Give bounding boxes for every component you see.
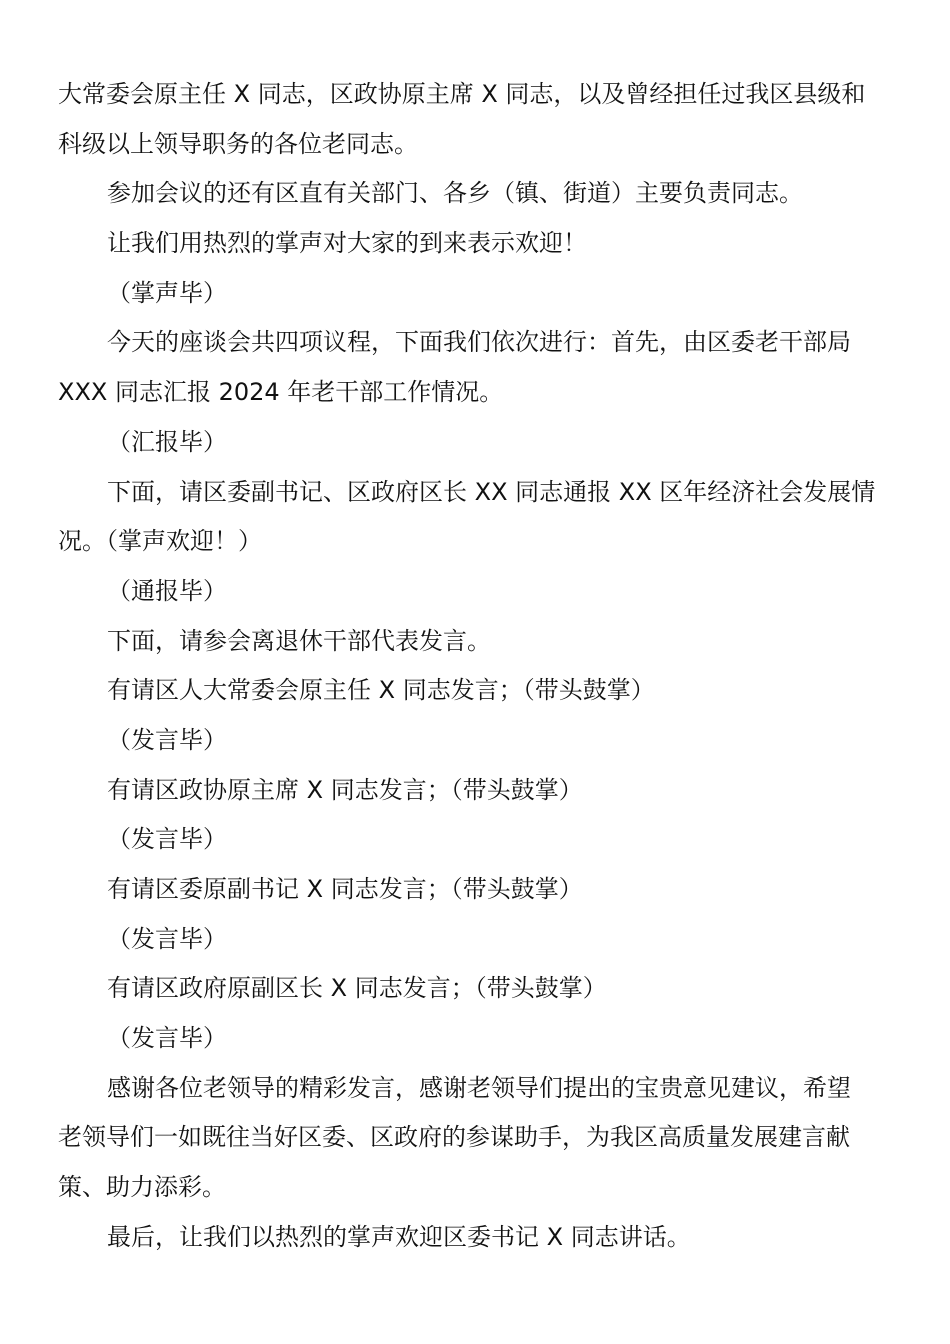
stage-direction: （掌声毕） xyxy=(107,278,227,307)
text-line: 有请区政协原主席 X 同志发言；（带头鼓掌） xyxy=(107,775,583,804)
text-line: 老领导们一如既往当好区委、区政府的参谋助手，为我区高质量发展建言献 xyxy=(58,1123,850,1152)
stage-direction: （汇报毕） xyxy=(107,427,227,456)
text-line: 有请区政府原副区长 X 同志发言；（带头鼓掌） xyxy=(107,974,607,1003)
text-line: 有请区委原副书记 X 同志发言；（带头鼓掌） xyxy=(107,875,583,903)
text-line: 今天的座谈会共四项议程，下面我们依次进行：首先，由区委老干部局 xyxy=(107,328,851,357)
text-line: 策、助力添彩。 xyxy=(58,1173,226,1202)
text-line: 有请区人大常委会原主任 X 同志发言；（带头鼓掌） xyxy=(107,676,655,705)
text-line: 科级以上领导职务的各位老同志。 xyxy=(58,129,418,158)
stage-direction: （发言毕） xyxy=(107,825,227,854)
text-line: 大常委会原主任 X 同志，区政协原主席 X 同志，以及曾经担任过我区县级和 xyxy=(58,80,866,108)
text-line: 下面，请区委副书记、区政府区长 XX 同志通报 XX 区年经济社会发展情 xyxy=(107,477,876,506)
stage-direction: （发言毕） xyxy=(107,725,227,754)
text-line: 让我们用热烈的掌声对大家的到来表示欢迎！ xyxy=(107,229,587,258)
text-line: 下面，请参会离退休干部代表发言。 xyxy=(107,626,491,655)
stage-direction: （发言毕） xyxy=(107,1024,227,1053)
text-line: 感谢各位老领导的精彩发言，感谢老领导们提出的宝贵意见建议，希望 xyxy=(107,1073,851,1102)
text-line: 参加会议的还有区直有关部门、各乡（镇、街道）主要负责同志。 xyxy=(107,179,803,208)
text-line: XXX 同志汇报 2024 年老干部工作情况。 xyxy=(58,378,504,407)
text-line: 况。（掌声欢迎！） xyxy=(58,527,262,556)
stage-direction: （通报毕） xyxy=(107,576,227,605)
text-line: 最后，让我们以热烈的掌声欢迎区委书记 X 同志讲话。 xyxy=(107,1222,691,1251)
stage-direction: （发言毕） xyxy=(107,924,227,953)
